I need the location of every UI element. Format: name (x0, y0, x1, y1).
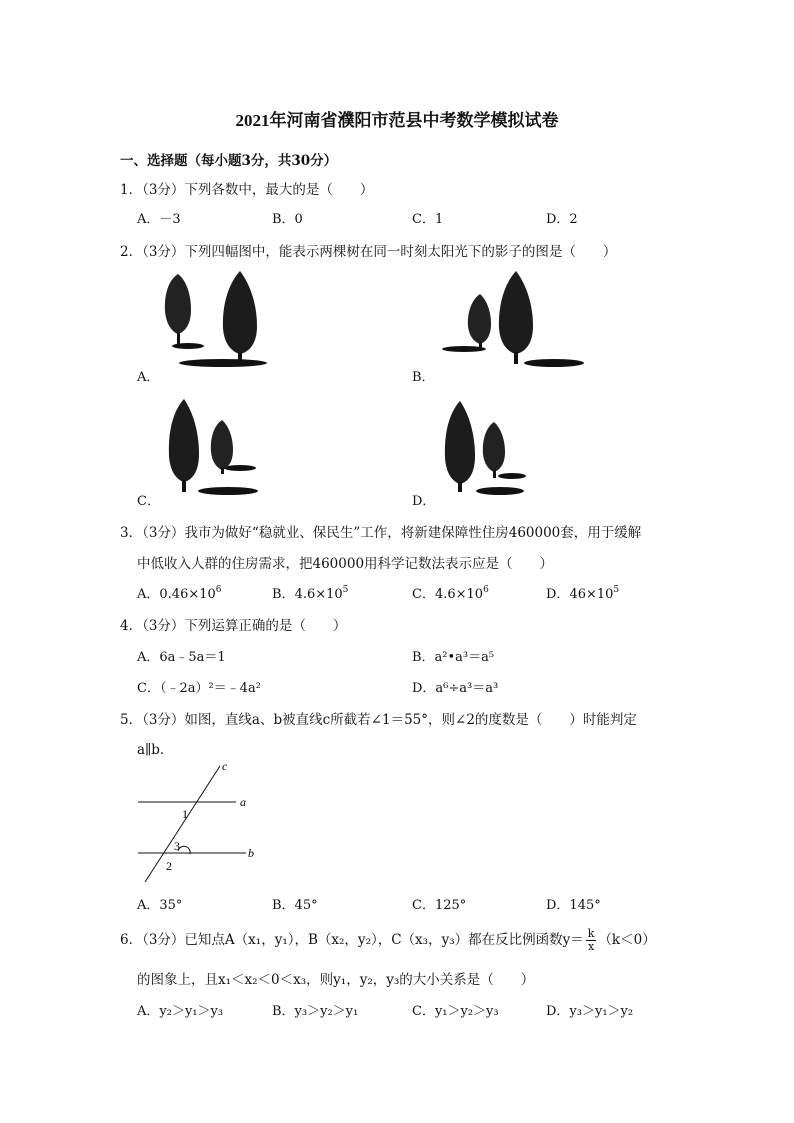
q1-option-d[interactable]: D．2 (546, 212, 578, 227)
q2-label-c[interactable]: C． (137, 494, 160, 509)
tree-figure-d[interactable] (440, 396, 550, 506)
q3-option-b[interactable]: B．$4.6\times 10^5$ (272, 585, 349, 602)
q5-option-c[interactable]: C．125° (412, 898, 467, 913)
tree-figure-a[interactable] (150, 266, 280, 376)
q5-option-b[interactable]: B．45° (272, 898, 318, 913)
q4-option-d[interactable]: D．a⁶÷a³＝a³ (412, 681, 499, 696)
q3-option-c[interactable]: C．$4.6\times 10^6$ (412, 585, 489, 602)
q5-option-a[interactable]: A．35° (137, 898, 183, 913)
angle-label-1: 1 (182, 807, 188, 821)
q6-option-b[interactable]: B．y₃＞y₂＞y₁ (272, 1004, 359, 1019)
question-3-line2: 中低收入人群的住房需求，把460000用科学记数法表示应是（ ） (137, 556, 554, 572)
q3-option-a[interactable]: A．$0.46\times 10^6$ (137, 585, 222, 602)
label-line-c: c (222, 759, 228, 773)
q4-option-b[interactable]: B．a²•a³＝a⁵ (412, 650, 495, 665)
q6-option-c[interactable]: C．y₁＞y₂＞y₃ (412, 1004, 499, 1019)
question-5-line1: 5．（3分）如图，直线a、b被直线c所截若∠1＝55°，则∠2的度数是（ ）时能判定 (120, 712, 637, 728)
label-line-a: a (240, 795, 246, 809)
parallel-lines-figure (130, 758, 270, 888)
question-6-line2: 的图象上，且x₁＜x₂＜0＜x₃，则y₁，y₂，y₃的大小关系是（ ） (137, 972, 535, 988)
q2-label-b[interactable]: B． (412, 370, 435, 385)
angle-label-3: 3 (174, 839, 180, 853)
q2-label-d[interactable]: D． (412, 494, 436, 509)
question-6-line1: 6．（3分）已知点A（x₁，y₁），B（x₂，y₂），C（x₃，y₃）都在反比例函数y＝ $\frac{k}{x}$ （k＜0） (120, 927, 656, 953)
question-4-stem: 4．（3分）下列运算正确的是（ ） (120, 618, 347, 634)
page-title: 2021年河南省濮阳市范县中考数学模拟试卷 (235, 111, 559, 130)
q5-option-d[interactable]: D．145° (546, 898, 601, 913)
section-heading: 一、选择题（每小题3分，共30分） (120, 153, 338, 169)
q1-option-a[interactable]: A．－3 (137, 212, 181, 227)
q3-option-d[interactable]: D．$46\times 10^5$ (546, 585, 620, 602)
label-line-b: b (248, 846, 254, 860)
question-3-line1: 3．（3分）我市为做好“稳就业、保民生”工作，将新建保障性住房460000套，用于缓解 (120, 525, 642, 541)
q1-option-c[interactable]: C．1 (412, 212, 444, 227)
q6-option-a[interactable]: A．y₂＞y₁＞y₃ (137, 1004, 224, 1019)
fraction-k-over-x: $\frac{k}{x}$ (587, 927, 595, 953)
question-2-stem: 2．（3分）下列四幅图中，能表示两棵树在同一时刻太阳光下的影子的图是（ ） (120, 244, 617, 260)
tree-figure-b[interactable] (436, 266, 586, 376)
q2-label-a[interactable]: A． (137, 370, 160, 385)
tree-figure-c[interactable] (162, 394, 272, 504)
q4-option-c[interactable]: C．（﹣2a）²＝﹣4a² (137, 681, 261, 696)
q4-option-a[interactable]: A．6a﹣5a＝1 (137, 650, 226, 665)
question-5-line2: a∥b． (137, 742, 174, 758)
question-1-stem: 1．（3分）下列各数中，最大的是（ ） (120, 182, 374, 198)
q1-option-b[interactable]: B．0 (272, 212, 303, 227)
angle-label-2: 2 (166, 859, 172, 873)
q6-option-d[interactable]: D．y₃＞y₁＞y₂ (546, 1004, 634, 1019)
